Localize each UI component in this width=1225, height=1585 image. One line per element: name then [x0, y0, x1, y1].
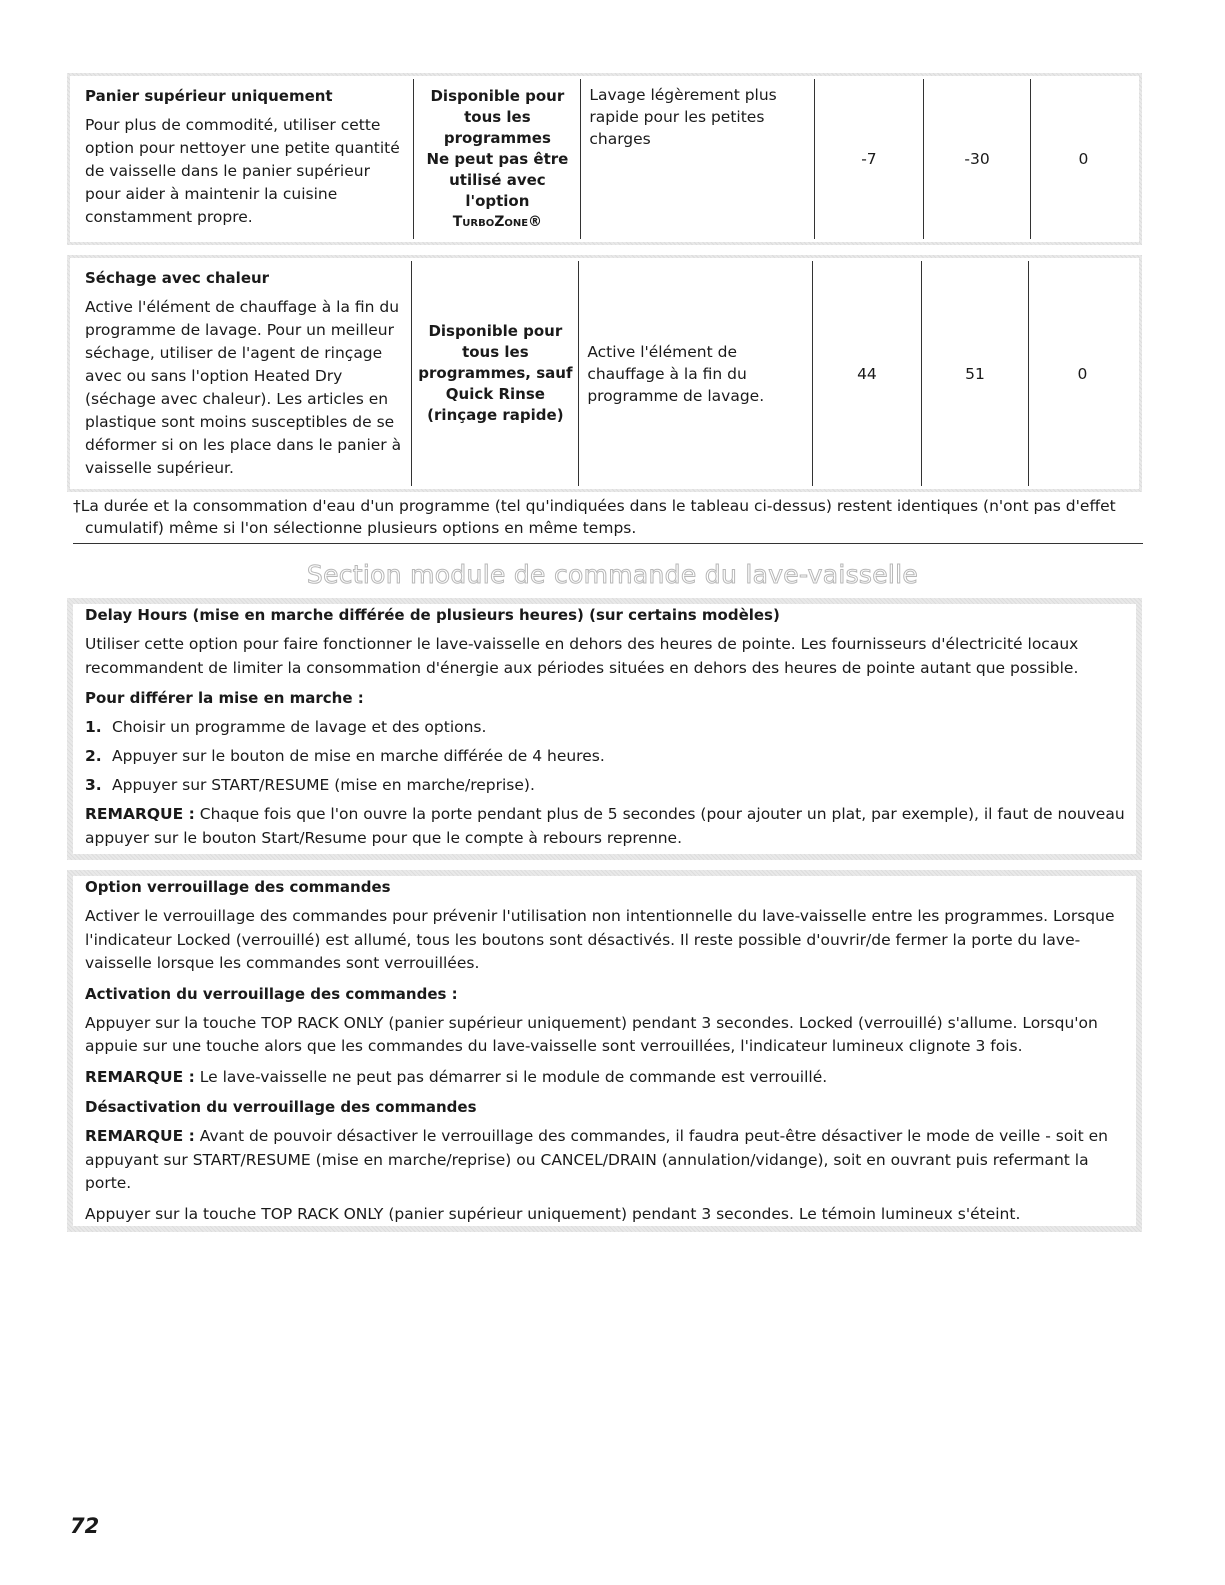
- step-number: 3.: [85, 776, 102, 794]
- control-lock-box: [67, 870, 1142, 1232]
- result-cell: [579, 258, 812, 489]
- delay-hours-intro: Utiliser cette option pour faire fonctionner le lave-vaisselle en dehors des heures de pointe. Les fournisseurs d'électricité locaux recommandent de limiter la consommation d'énergie aux périodes situées en dehors des heures de pointe autant que possible.: [85, 635, 1079, 677]
- control-lock-title: Option verrouillage des commandes: [85, 878, 391, 896]
- availability-line: Disponible pour: [428, 322, 563, 340]
- value-cell: 51: [922, 258, 1029, 489]
- list-item: [85, 745, 1128, 767]
- result-cell: [581, 76, 814, 242]
- step-number: 2.: [85, 747, 102, 765]
- value-cell: 0: [1030, 76, 1139, 242]
- deactivation-text: Appuyer sur la touche TOP RACK ONLY (panier supérieur uniquement) pendant 3 secondes. Le témoin lumineux s'éteint.: [85, 1204, 1021, 1223]
- footnote: [73, 495, 1143, 539]
- activation-heading: Activation du verrouillage des commandes :: [85, 984, 458, 1003]
- delay-hours-content: [73, 604, 1136, 854]
- note-label: REMARQUE :: [85, 805, 195, 823]
- availability-line: programmes, sauf: [418, 364, 573, 382]
- availability-line: tous les: [464, 107, 531, 126]
- availability-line: programmes: [443, 128, 551, 147]
- note-label: REMARQUE :: [85, 1127, 195, 1145]
- step-text: Appuyer sur START/RESUME (mise en marche/reprise).: [112, 776, 535, 794]
- availability-cell: [414, 76, 581, 242]
- note-text: Chaque fois que l'on ouvre la porte pendant plus de 5 secondes (pour ajouter un plat, par exemple), il faut de nouveau appuyer sur le bouton Start/Resume pour que le compte à rebours reprenne.: [85, 805, 1125, 847]
- delay-hours-title: Delay Hours (mise en marche différée de plusieurs heures) (sur certains modèles): [85, 606, 780, 624]
- list-item: [85, 716, 1128, 738]
- option-name-cell: [70, 258, 412, 489]
- availability-line: l'option: [465, 191, 530, 210]
- note-2: [85, 1125, 1128, 1196]
- divider-rule: [73, 543, 1143, 544]
- delay-hours-subhead: Pour différer la mise en marche :: [85, 689, 364, 707]
- options-table-row-top-rack: [67, 73, 1142, 245]
- page-number: 72: [70, 1514, 100, 1538]
- availability-line: tous les: [462, 343, 529, 361]
- options-table-row-heated-dry: [67, 255, 1142, 492]
- result-text: Active l'élément de chauffage à la fin du programme de lavage.: [587, 342, 765, 405]
- value-cell: -30: [924, 76, 1031, 242]
- value-cell: 0: [1028, 258, 1139, 489]
- control-lock-content: [73, 876, 1136, 1226]
- footnote-line-1: †La durée et la consommation d'eau d'un programme (tel qu'indiquées dans le tableau ci-dessus) restent identiques (n'ont pas d'effet: [73, 497, 1116, 515]
- value-cell: 44: [812, 258, 922, 489]
- step-text: Appuyer sur le bouton de mise en marche différée de 4 heures.: [112, 747, 605, 765]
- activation-text: Appuyer sur la touche TOP RACK ONLY (panier supérieur uniquement) pendant 3 secondes. Locked (verrouillé) s'allume. Lorsqu'on appuie sur une touche alors que les commandes du lave-vaisselle sont verrouillées, l'indicateur lumineux clignote 3 fois.: [85, 1013, 1098, 1055]
- option-description: Active l'élément de chauffage à la fin du programme de lavage. Pour un meilleur séchage, utiliser de l'agent de rinçage avec ou sans l'option Heated Dry (séchage avec chaleur). Les articles en plastique sont moins susceptibles de se déformer si on les place dans le panier à vaisselle supérieur.: [85, 298, 402, 477]
- availability-cell: [412, 258, 579, 489]
- note-1: [85, 1066, 1128, 1090]
- option-description: Pour plus de commodité, utiliser cette option pour nettoyer une petite quantité de vaisselle dans le panier supérieur pour aider à maintenir la cuisine constamment propre.: [85, 116, 400, 226]
- availability-line: Quick Rinse: [445, 385, 545, 403]
- availability-line: Disponible pour: [430, 86, 565, 105]
- availability-line: (rinçage rapide): [427, 406, 564, 424]
- note-label: REMARQUE :: [85, 1067, 195, 1086]
- turbozone-label: TurboZone®: [452, 213, 543, 230]
- note-text: Le lave-vaisselle ne peut pas démarrer si le module de commande est verrouillé.: [199, 1067, 828, 1086]
- section-title: Section module de commande du lave-vaisselle: [306, 560, 919, 589]
- value-cell: -7: [814, 76, 924, 242]
- step-text: Choisir un programme de lavage et des options.: [112, 718, 487, 736]
- option-title: Séchage avec chaleur: [85, 269, 270, 287]
- delay-hours-box: [67, 598, 1142, 860]
- availability-line: Ne peut pas être: [426, 149, 569, 168]
- note-text: Avant de pouvoir désactiver le verrouillage des commandes, il faudra peut-être désactiver le mode de veille - soit en appuyant sur START/RESUME (mise en marche/reprise) ou CANCEL/DRAIN (annulation/vidange), soit en ouvrant puis refermant la porte.: [85, 1127, 1108, 1192]
- option-name-cell: [70, 76, 414, 242]
- deactivation-heading: Désactivation du verrouillage des commandes: [85, 1098, 477, 1116]
- availability-line: utilisé avec: [449, 170, 546, 189]
- step-number: 1.: [85, 718, 102, 736]
- result-text: Lavage légèrement plus rapide pour les petites charges: [589, 86, 777, 148]
- delay-hours-note: [85, 803, 1128, 850]
- option-title: Panier supérieur uniquement: [85, 87, 333, 105]
- control-lock-intro: Activer le verrouillage des commandes pour prévenir l'utilisation non intentionnelle du lave-vaisselle entre les programmes. Lorsque l'indicateur Locked (verrouillé) est allumé, tous les boutons sont désactivés. Il reste possible d'ouvrir/de fermer la porte du lave-vaisselle lorsque les commandes sont verrouillées.: [85, 907, 1115, 972]
- list-item: [85, 774, 1128, 796]
- footnote-line-2: cumulatif) même si l'on sélectionne plusieurs options en même temps.: [85, 519, 637, 537]
